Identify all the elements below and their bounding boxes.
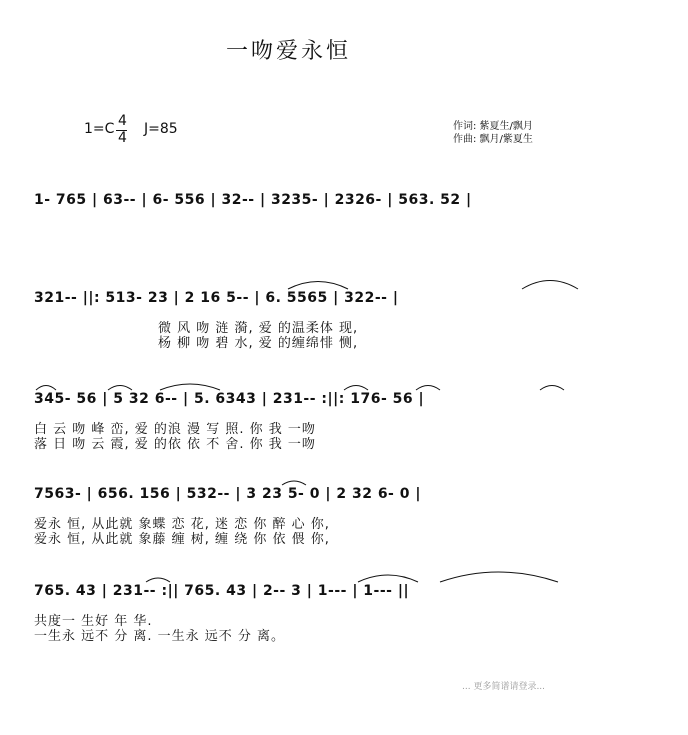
time-signature-top: 4 bbox=[118, 113, 127, 129]
lyric-line: 一生永 远不 分 离. 一生永 远不 分 离。 bbox=[34, 629, 286, 644]
key-signature: 1=C bbox=[84, 121, 115, 137]
slur-mark bbox=[288, 282, 348, 290]
notation-row: 1- 765 | 63-- | 6- 556 | 32-- | 3235- | 2326- | 563. 52 | bbox=[34, 192, 472, 208]
notation-row: 321-- ||: 513- 23 | 2 16 5-- | 6. 5565 | 322-- | bbox=[34, 290, 399, 306]
song-title: 一吻爱永恒 bbox=[226, 39, 352, 64]
time-signature-bottom: 4 bbox=[118, 130, 127, 146]
slur-mark bbox=[358, 575, 418, 582]
slur-mark bbox=[522, 281, 578, 290]
notation-row: 765. 43 | 231-- :|| 765. 43 | 2-- 3 | 1--- | 1--- || bbox=[34, 583, 410, 599]
composer-credit: 作曲: 飘月/紫夏生 bbox=[453, 134, 533, 145]
lyric-line: 共度一 生好 年 华. bbox=[34, 614, 153, 629]
lyricist-credit: 作词: 紫夏生/飘月 bbox=[453, 121, 533, 132]
slur-mark bbox=[344, 386, 368, 391]
slur-mark bbox=[160, 384, 220, 390]
slur-mark bbox=[282, 481, 306, 485]
slur-mark bbox=[416, 386, 440, 391]
slur-mark bbox=[440, 572, 558, 582]
lyric-line: 白 云 吻 峰 峦, 爱 的浪 漫 写 照. 你 我 一吻 bbox=[34, 422, 316, 437]
lyric-line: 微 风 吻 涟 漪, 爱 的温柔体 现, bbox=[158, 321, 359, 336]
lyric-line: 落 日 吻 云 霞, 爱 的依 依 不 舍. 你 我 一吻 bbox=[34, 437, 316, 452]
footer-watermark: ... 更多简谱请登录... bbox=[462, 682, 546, 692]
notation-row: 7563- | 656. 156 | 532-- | 3 23 5- 0 | 2 32 6- 0 | bbox=[34, 486, 421, 502]
lyric-line: 爱永 恒, 从此就 象藤 缠 树, 缠 绕 你 依 偎 你, bbox=[34, 532, 330, 547]
slur-mark bbox=[36, 386, 56, 391]
slur-mark bbox=[540, 386, 564, 391]
slur-mark bbox=[108, 386, 132, 391]
lyric-line: 杨 柳 吻 碧 水, 爱 的缠绵悱 恻, bbox=[158, 336, 359, 351]
lyric-line: 爱永 恒, 从此就 象蝶 恋 花, 迷 恋 你 醉 心 你, bbox=[34, 517, 330, 532]
tempo-marking: J=85 bbox=[144, 121, 178, 137]
slur-mark bbox=[146, 578, 170, 582]
notation-row: 345- 56 | 5 32 6-- | 5. 6343 | 231-- :||: 176- 56 | bbox=[34, 391, 425, 407]
